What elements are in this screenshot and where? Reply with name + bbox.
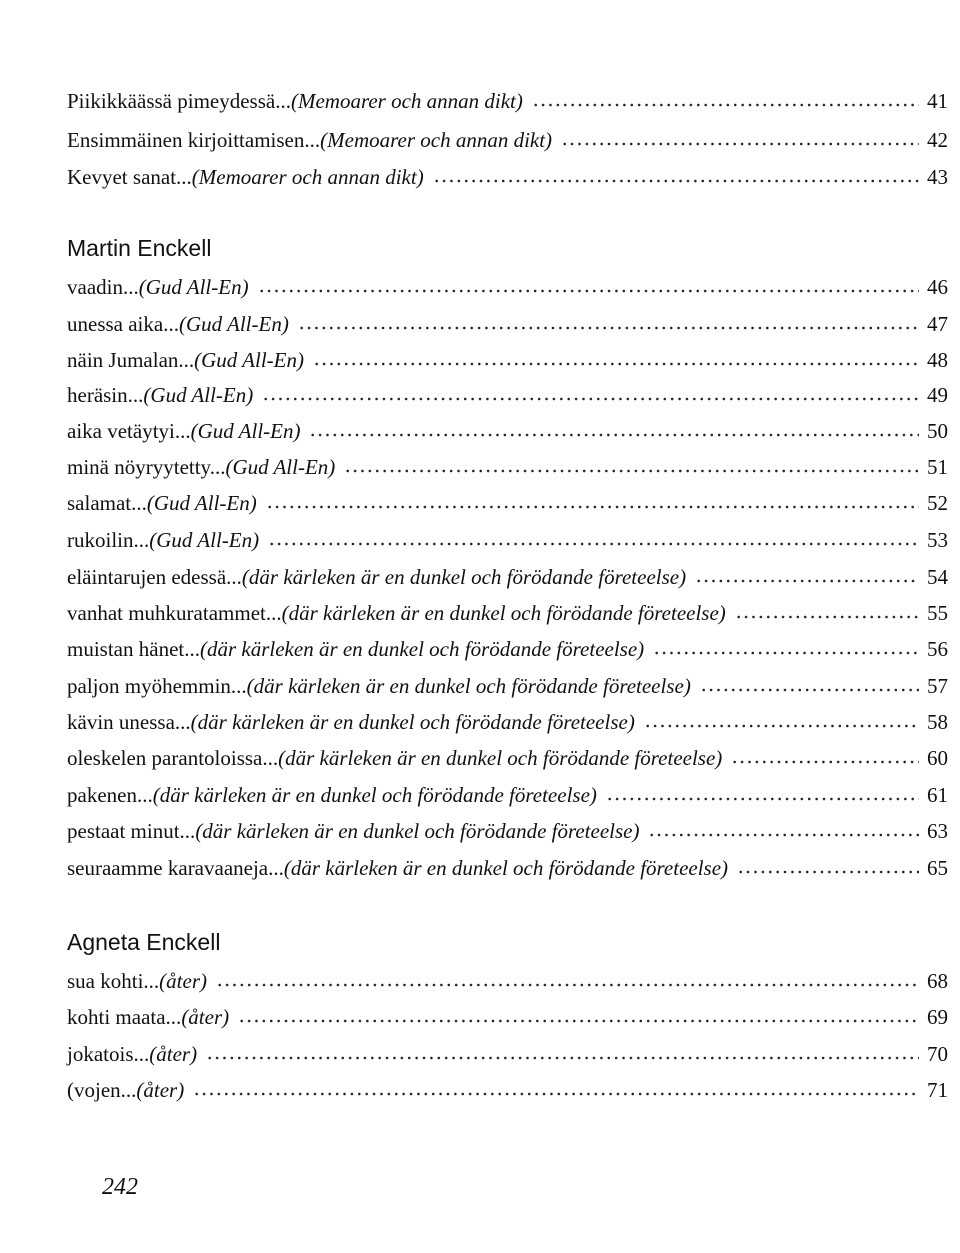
entry-title: vaadin... — [67, 275, 139, 299]
toc-entry — [67, 525, 948, 555]
toc-entry — [67, 488, 948, 518]
dot-leader — [653, 651, 919, 655]
entry-title: seuraamme karavaaneja... — [67, 856, 284, 880]
entry-title: eläintarujen edessä... — [67, 565, 242, 589]
dot-leader — [700, 688, 919, 692]
entry-title: salamat... — [67, 491, 147, 515]
entry-page-number: 46 — [927, 275, 948, 299]
toc-entry — [67, 853, 948, 883]
entry-title: kävin unessa... — [67, 710, 191, 734]
entry-page-number: 52 — [927, 491, 948, 515]
entry-title: pestaat minut... — [67, 819, 196, 843]
entry-title: sua kohti... — [67, 969, 160, 993]
entry-source: (där kärleken är en dunkel och förödande företeelse) — [283, 856, 729, 880]
toc-entry — [67, 634, 948, 664]
toc-entry — [67, 1075, 948, 1105]
toc-entry — [67, 345, 948, 375]
dot-leader — [238, 1019, 919, 1023]
dot-leader — [433, 179, 919, 183]
entry-title: vanhat muhkuratammet... — [67, 601, 282, 625]
dot-leader — [532, 103, 919, 107]
entry-page-number: 41 — [927, 89, 948, 113]
entry-page-number: 69 — [927, 1005, 948, 1029]
entry-page-number: 47 — [927, 312, 948, 336]
dot-leader — [216, 983, 919, 987]
entry-source: (där kärleken är en dunkel och förödande företeelse) — [199, 637, 645, 661]
dot-leader — [731, 760, 919, 764]
entry-page-number: 65 — [927, 856, 948, 880]
entry-title: oleskelen parantoloissa... — [67, 746, 279, 770]
entry-title: jokatois... — [67, 1042, 150, 1066]
entry-source: (där kärleken är en dunkel och förödande företeelse) — [241, 565, 687, 589]
entry-title: rukoilin... — [67, 528, 150, 552]
entry-source: (Gud All-En) — [146, 491, 257, 515]
entry-page-number: 43 — [927, 165, 948, 189]
dot-leader — [268, 542, 919, 546]
entry-page-number: 56 — [927, 637, 948, 661]
entry-page-number: 48 — [927, 348, 948, 372]
entry-title: (vojen... — [67, 1078, 137, 1102]
entry-source: (Memoarer och annan dikt) — [290, 89, 523, 113]
entry-page-number: 53 — [927, 528, 948, 552]
entry-title: näin Jumalan... — [67, 348, 195, 372]
entry-title: kohti maata... — [67, 1005, 182, 1029]
entry-title: aika vetäytyi... — [67, 419, 191, 443]
dot-leader — [737, 870, 919, 874]
dot-leader — [735, 615, 919, 619]
entry-page-number: 55 — [927, 601, 948, 625]
entry-source: (åter) — [149, 1042, 198, 1066]
entry-page-number: 42 — [927, 128, 948, 152]
entry-page-number: 57 — [927, 674, 948, 698]
entry-source: (Gud All-En) — [190, 419, 301, 443]
entry-page-number: 60 — [927, 746, 948, 770]
entry-title: Piikikkäässä pimeydessä... — [67, 89, 291, 113]
entry-page-number: 54 — [927, 565, 948, 589]
toc-entry — [67, 309, 948, 339]
page-number: 242 — [102, 1174, 138, 1200]
entry-source: (Gud All-En) — [194, 348, 304, 372]
entry-source: (där kärleken är en dunkel och förödande företeelse) — [278, 746, 723, 770]
dot-leader — [644, 724, 919, 728]
toc-entry — [67, 562, 948, 592]
toc-entry — [67, 780, 948, 810]
toc-entry — [67, 671, 948, 701]
entry-page-number: 61 — [927, 783, 948, 807]
toc-entry — [67, 816, 948, 846]
entry-title: muistan hänet... — [67, 637, 200, 661]
entry-title: pakenen... — [67, 783, 153, 807]
dot-leader — [266, 505, 919, 509]
dot-leader — [206, 1056, 919, 1060]
entry-source: (åter) — [181, 1005, 230, 1029]
entry-title: minä nöyryytetty... — [67, 455, 226, 479]
entry-page-number: 51 — [927, 455, 948, 479]
entry-source: (där kärleken är en dunkel och förödande företeelse) — [195, 819, 640, 843]
entry-source: (åter) — [159, 969, 207, 993]
entry-page-number: 63 — [927, 819, 948, 843]
entry-page-number: 68 — [927, 969, 948, 993]
entry-source: (Gud All-En) — [225, 455, 336, 479]
entry-title: unessa aika... — [67, 312, 179, 336]
toc-entry — [67, 1002, 948, 1032]
entry-source: (Gud All-En) — [143, 383, 254, 407]
dot-leader — [193, 1092, 919, 1096]
entry-source: (där kärleken är en dunkel och förödande företeelse) — [246, 674, 691, 698]
dot-leader — [606, 797, 919, 801]
toc-entry — [67, 1039, 948, 1069]
dot-leader — [313, 362, 919, 366]
toc-entry — [67, 707, 948, 737]
entry-source: (där kärleken är en dunkel och förödande företeelse) — [190, 710, 635, 734]
toc-entry — [67, 380, 948, 410]
entry-source: (Gud All-En) — [138, 275, 249, 299]
dot-leader — [344, 469, 919, 473]
toc-entry — [67, 125, 948, 155]
entry-title: heräsin... — [67, 383, 144, 407]
dot-leader — [561, 142, 919, 146]
toc-entry — [67, 598, 948, 628]
entry-source: (Gud All-En) — [178, 312, 289, 336]
entry-page-number: 50 — [927, 419, 948, 443]
entry-source: (åter) — [136, 1078, 185, 1102]
dot-leader — [298, 326, 919, 330]
toc-entry — [67, 86, 948, 116]
dot-leader — [262, 397, 919, 401]
dot-leader — [258, 289, 919, 293]
entry-source: (Memoarer och annan dikt) — [191, 165, 424, 189]
entry-source: (Memoarer och annan dikt) — [320, 128, 553, 152]
entry-title: Ensimmäinen kirjoittamisen... — [67, 128, 321, 152]
toc-entry — [67, 452, 948, 482]
entry-title: Kevyet sanat... — [67, 165, 192, 189]
entry-page-number: 58 — [927, 710, 948, 734]
dot-leader — [648, 833, 919, 837]
toc-entry — [67, 162, 948, 192]
toc-entry — [67, 743, 948, 773]
toc-entry — [67, 272, 948, 302]
dot-leader — [695, 579, 919, 583]
entry-source: (där kärleken är en dunkel och förödande företeelse) — [152, 783, 597, 807]
entry-page-number: 71 — [927, 1078, 948, 1102]
section-heading: Agneta Enckell — [67, 929, 221, 955]
entry-page-number: 70 — [927, 1042, 948, 1066]
toc-entry — [67, 966, 948, 996]
dot-leader — [309, 433, 919, 437]
entry-page-number: 49 — [927, 383, 948, 407]
entry-source: (där kärleken är en dunkel och förödande företeelse) — [281, 601, 726, 625]
toc-entry — [67, 416, 948, 446]
entry-source: (Gud All-En) — [149, 528, 260, 552]
entry-title: paljon myöhemmin... — [67, 674, 247, 698]
section-heading: Martin Enckell — [67, 235, 212, 261]
